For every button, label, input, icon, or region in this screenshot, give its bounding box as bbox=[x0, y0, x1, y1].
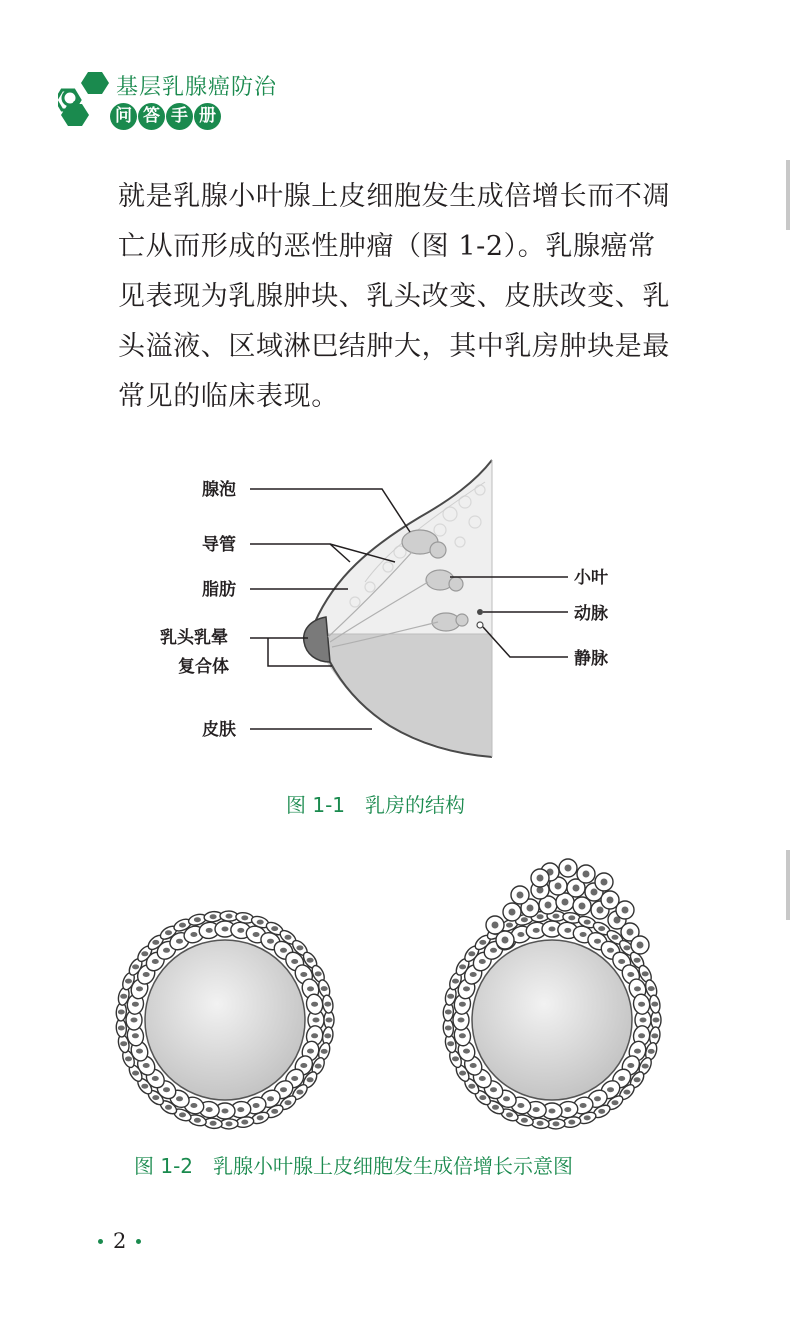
breast-structure-diagram bbox=[150, 452, 630, 772]
label-lobule: 小叶 bbox=[574, 568, 608, 588]
body-paragraph: 就是乳腺小叶腺上皮细胞发生成倍增长而不凋 亡从而形成的恶性肿瘤（图 1-2）。乳腺癌常 见表现为乳腺肿块、乳头改变、皮肤改变、乳 头溢液、区域淋巴结肿大，其中乳房肿块是最 常见的临床表现。 bbox=[118, 181, 670, 412]
label-artery: 动脉 bbox=[574, 604, 608, 624]
book-subtitle bbox=[110, 103, 221, 130]
label-skin: 皮肤 bbox=[202, 720, 236, 740]
page-edge-mark bbox=[786, 160, 790, 230]
page-edge-mark bbox=[786, 850, 790, 920]
subtitle-char: 答 bbox=[138, 103, 165, 130]
subtitle-char: 册 bbox=[194, 103, 221, 130]
normal-lobule bbox=[116, 911, 334, 1130]
figure1-caption: 图 1-1 乳房的结构 bbox=[286, 793, 466, 817]
hexagon-magnifier-icon bbox=[58, 70, 110, 130]
label-duct: 导管 bbox=[202, 535, 236, 555]
lobule-epithelial-proliferation-diagram bbox=[100, 850, 690, 1130]
proliferating-lobule bbox=[443, 859, 661, 1129]
figure2-caption: 图 1-2 乳腺小叶腺上皮细胞发生成倍增长示意图 bbox=[134, 1154, 574, 1178]
label-fat: 脂肪 bbox=[202, 580, 236, 600]
page-number: 2 bbox=[88, 1229, 151, 1253]
label-acinus: 腺泡 bbox=[202, 480, 236, 500]
label-vein: 静脉 bbox=[574, 649, 608, 669]
label-nipple-areola-2: 复合体 bbox=[178, 657, 229, 677]
book-title: 基层乳腺癌防治 bbox=[116, 75, 278, 100]
label-nipple-areola-1: 乳头乳晕 bbox=[160, 628, 228, 648]
subtitle-char: 问 bbox=[110, 103, 137, 130]
subtitle-char: 手 bbox=[166, 103, 193, 130]
